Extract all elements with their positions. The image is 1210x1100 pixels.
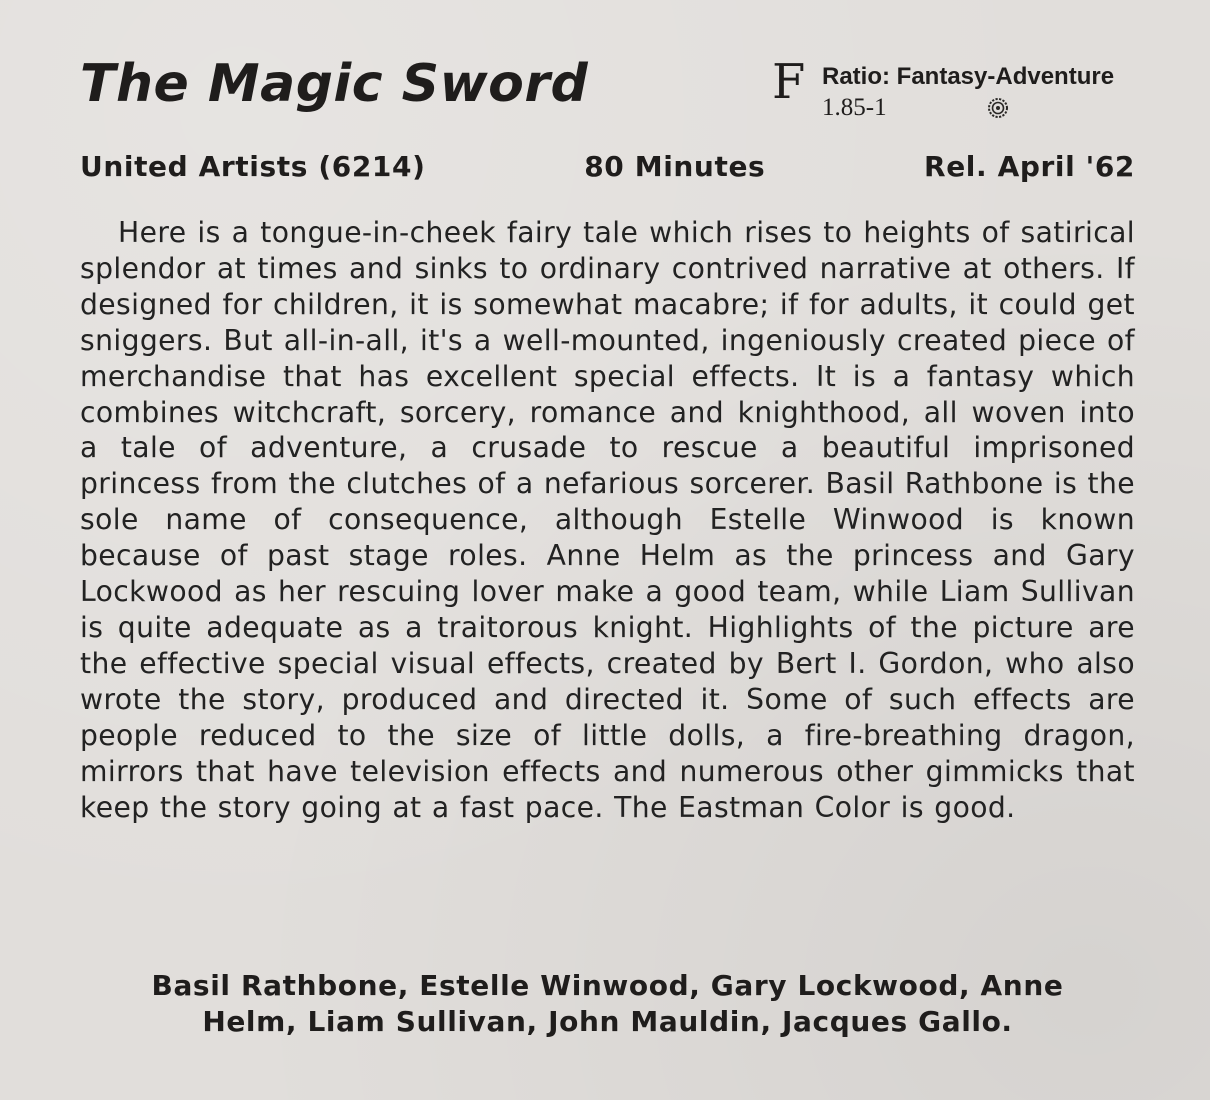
film-title: The Magic Sword <box>80 54 589 114</box>
studio-label: United Artists (6214) <box>80 150 426 183</box>
rating-letter: F <box>772 54 806 110</box>
film-meta-row <box>80 150 1135 183</box>
ratio-value: 1.85-1 <box>822 94 887 121</box>
gear-seal-icon <box>987 97 1009 119</box>
ratio-line <box>822 92 1114 123</box>
cast-list: Basil Rathbone, Estelle Winwood, Gary Lockwood, Anne Helm, Liam Sullivan, John Mauldin, Jacques Gallo. <box>151 969 1064 1038</box>
ratio-block <box>822 62 1114 123</box>
ratio-genre-label: Ratio: Fantasy-Adventure <box>822 63 1115 90</box>
release-label: Rel. April '62 <box>924 150 1135 183</box>
review-body: Here is a tongue-in-cheek fairy tale which rises to heights of satirical splendor at times and sinks to ordinary contrived narrative at others. If designed for children, it is somewhat macabre; if for adults, it could get sniggers. But all-in-all, it's a well-mounted, ingeniously created piece of merchandise that has excellent special effects. It is a fantasy which combines witchcraft, sorcery, romance and knighthood, all woven into a tale of adventure, a crusade to rescue a beautiful imprisoned princess from the clutches of a nefarious sorcerer. Basil Rathbone is the sole name of consequence, although Estelle Winwood is known because of past stage roles. Anne Helm as the princess and Gary Lockwood as her rescuing lover make a good team, while Liam Sullivan is quite adequate as a traitorous knight. Highlights of the picture are the effective special visual effects, created by Bert I. Gordon, who also wrote the story, produced and directed it. Some of such effects are people reduced to the size of little dolls, a fire-breathing dragon, mirrors that have television effects and numerous other gimmicks that keep the story going at a fast pace. The Eastman Color is good. <box>80 216 1135 824</box>
runtime-label: 80 Minutes <box>584 150 766 183</box>
